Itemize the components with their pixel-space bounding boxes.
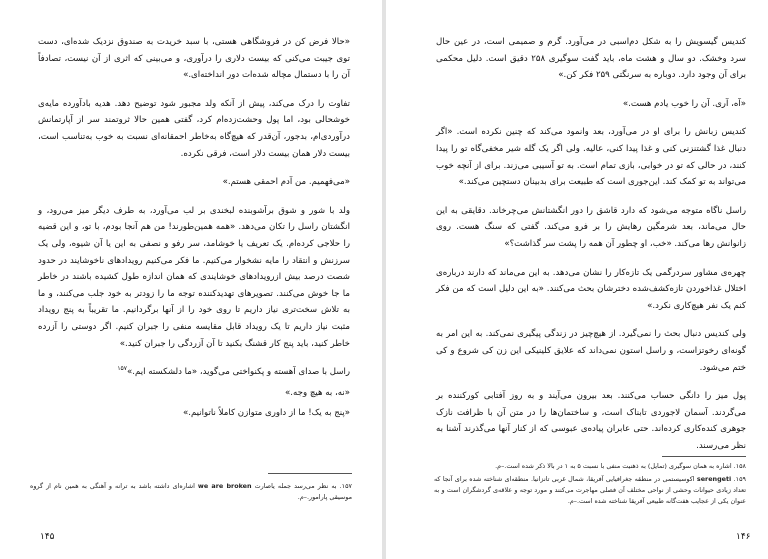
right-page-body xyxy=(436,34,746,466)
left-page-number: ۱۴۵ xyxy=(40,532,55,542)
right-footnote-159-num: ۱۵۹. xyxy=(733,475,746,483)
left-footnote-157-tail: اشاره‌ای داشته باشد به ترانه و آهنگی به همین نام از گروه موسیقی پارامور.–م. xyxy=(30,482,352,501)
left-paragraph-5 xyxy=(38,364,350,381)
right-footnote-159 xyxy=(434,474,746,507)
right-paragraph-3: کندیس زبانش را برای او در می‌آورد، بعد وانمود می‌کند که چنین نکرده است. «اگر دنبال غذا گشتنزنی کنی و غذا پیدا کنی، عالیه. ولی اگر یک گله شیر مخفی‌گاه تو را پیدا کنند، در حالی که تو در خوابی، بازی تمام است. به تو آسیبی می‌زند. برای از آنچه خوب می‌تواند به تو کمک کند. این‌جوری است که طبیعت برای بدبینان دستچین می‌کند.» xyxy=(436,127,746,188)
left-paragraph-1: «حالا فرض کن در فروشگاهی هستی، با سبد خریدت به صندوق نزدیک شده‌ای، دست توی جیبت می‌کنی که بیست دلاری را درآوری، و می‌بینی که اثری از آن نیست، تصادفاً آن را با دستمال مچاله شده‌ات دور انداخته‌ای.» xyxy=(38,37,350,81)
right-paragraph-2: «آه، آری. آن را خوب یادم هست.» xyxy=(622,98,746,109)
right-paragraph-7: پول میز را دانگی حساب می‌کنند. بعد بیرون می‌آیند و به روز آفتابی کورکننده بر می‌گردند. آسمان لاجوردی تابناک است، و ساختمان‌ها را در متن آن با ظرافت نازک جوهری کنده‌کاری کرده‌اند. حتی عابران پیاده‌ی عبوسی که از کنار آنها می‌گذرند آشنا به نظر می‌رسند. xyxy=(436,391,746,451)
left-paragraph-3: «می‌فهمیم. من آدم احمقی هستم.» xyxy=(222,177,350,188)
left-paragraph-4: ولد با شور و شوق برآشوبنده لبخندی بر لب می‌آورد، به طرف دیگر میز می‌رود، و انگشتان راسل را تکان می‌دهد. «همه همین‌طورند! من هم آنجا بودم، با تو، و این قضیه را حلاجی کرده‌ام. یک تعریف یا خوشامد، سر رفو و نصفی به این یا آن شیوه، ولی یک سرزنش و انتقاد را مایه نشخوار می‌کنیم. ما فکر می‌کنیم رویدادهای ناخوشایند در حدود شصت درصد بیش ازرویدادهای خوشایندی که همان اندازه طول کشیده باشند در خاطر ما جا خوش می‌کنند. تصویرهای تهدیدکننده توجه ما را زودتر به خود جلب می‌کنند، و ما به تلاش سخت‌تری نیاز داریم تا روی خود را از آنها برگردانیم. ما تقریباً به پنج رویداد مثبت نیاز داریم تا یک رویداد قابل مقایسه منفی را جبران کنیم. اگر دوستی را آزرده خاطر کنید، باید پنج کار قشنگ بکنید تا آن آزردگی را جبران کنید.» xyxy=(38,205,350,349)
left-page-body xyxy=(38,34,350,426)
left-footnote-157-main: ۱۵۷. به نظر می‌رسد جمله یاصارت xyxy=(254,482,352,490)
right-footnote-158: ۱۵۸. اشاره به همان سوگیری (تمایل) به ذهنیت منفی با نسبت ۵ به ۱ در بالا ذکر شده است.–م. xyxy=(495,462,746,470)
left-paragraph-5-text: راسل با صدای آهسته و پکنواختی می‌گوید، «ما دلشکسته ایم.» xyxy=(127,367,350,378)
right-page-number: ۱۴۶ xyxy=(736,532,751,542)
left-paragraph-7: «پنج به یک! ما از داوری متوازن کاملاً ناتوانیم.» xyxy=(182,408,350,419)
left-footnote-divider xyxy=(268,473,352,474)
left-footnote-157-english: we are broken xyxy=(197,482,252,490)
right-footnotes xyxy=(434,461,746,509)
right-footnote-159-text: اکوسیستمی در منطقه جغرافیایی آفریقا، شمال غربی تانزانیا. منطقه‌ای شناخته شده برای آنجا که تعداد زیادی حیوانات وحشی از نواحی مختلف آن فصلی مهاجرت می‌کنند و مورد توجه و علاقه‌ی گردشگران است و به عنوان یکی از عجایب هفت‌گانه طبیعی آفریقا شناخته شده است.–م. xyxy=(434,475,746,505)
left-paragraph-6: «نه، به هیچ وجه.» xyxy=(285,387,350,398)
footnote-marker-157[interactable]: ۱۵۷ xyxy=(117,365,127,373)
right-paragraph-4: راسل ناگاه متوجه می‌شود که دارد قاشق را دور انگشتانش می‌چرخاند. دقایقی به این حال می‌ماند، بعد شرمگین رهایش را بر فرو می‌کند. گفتی که سنگ هست. روی زانوانش رها می‌کند. «خب، او چطور آن همه را پشت سر گذاشت؟» xyxy=(436,205,746,249)
right-paragraph-1: کندیس گیسویش را به شکل دم‌اسبی در می‌آورد. گرم و صمیمی است، در عین حال سرد وخشک. دو سال و هشت ماه، باید گفت سوگیری ۲۵۸ دقیق است. دلیل محکمی برای آن وجود دارد. دوباره به سرنگتی ۲۵۹ فکر کن.» xyxy=(436,37,746,81)
left-footnotes xyxy=(30,481,352,505)
right-paragraph-5: چهره‌ی مشاور سردرگمی یک تازه‌کار را نشان می‌دهد. به این می‌ماند که دارند درباره‌ی اختلال غذاخوردن تازه‌کشف‌شده دخترشان بحث می‌کنند. «به این دلیل است که من فکر کنم یک نفر هیچ‌کاری نکرد.» xyxy=(436,267,746,311)
left-footnote-157 xyxy=(30,481,352,503)
right-paragraph-6: ولی کندیس دنبال بحث را نمی‌گیرد. از هیچ‌چیز در زندگی پیگیری نمی‌کند. به این امر به گونه‌ای رخوتزاست، و راسل استون نمی‌داند که علایق کلینیکی این زن کی شروع و کی ختم می‌شود. xyxy=(436,329,746,373)
right-footnote-divider xyxy=(662,456,746,457)
right-footnote-159-english: serengeti xyxy=(696,475,732,483)
right-page xyxy=(386,0,768,559)
left-page xyxy=(0,0,382,559)
left-paragraph-2: تفاوت را درک می‌کند، پیش از آنکه ولد مجبور شود توضیح دهد. هدیه بادآورده مایه‌ی خوشحالی بود، اما پول وحشت‌زده‌ام کرد، گفتی همین حالا ثروتمند سر از آپارتمانش درآوردی‌ام، بدجور، آن‌قدر که هیچ‌گاه به‌خاطر احمقانه‌ای نسبت به خوب به‌تناسب است، بیست دلار همان بیست دلار است، فرقی نکرده. xyxy=(38,98,350,159)
